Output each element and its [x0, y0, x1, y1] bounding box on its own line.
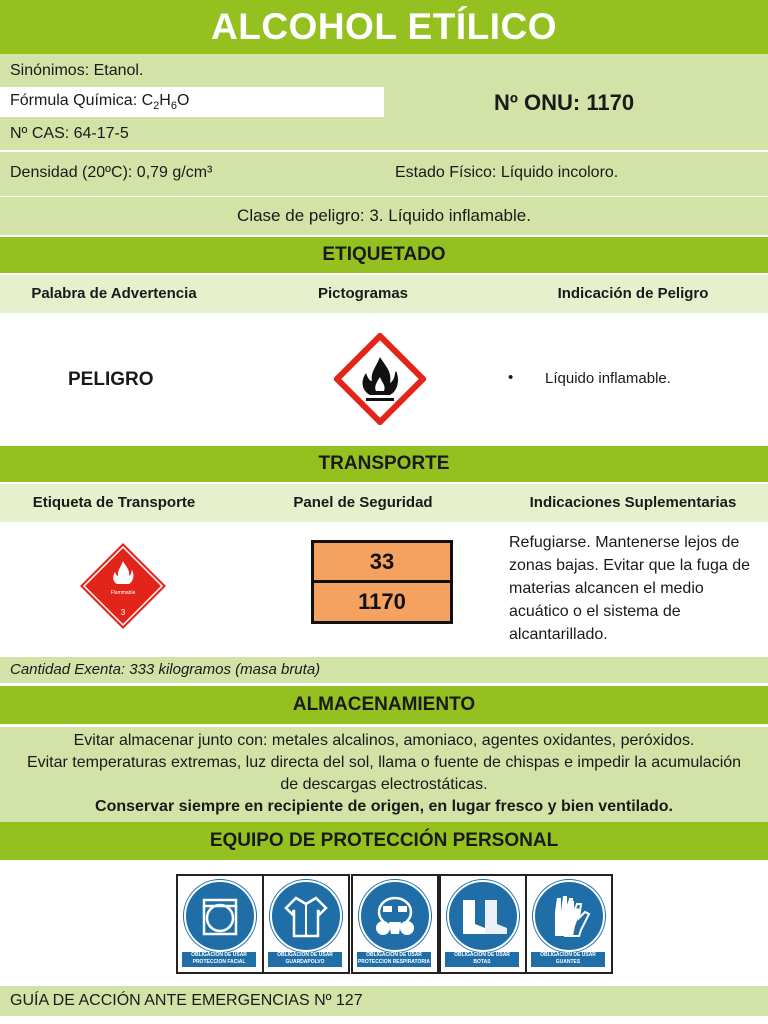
labeling-heading: ETIQUETADO	[0, 237, 768, 273]
ppe-caption	[182, 952, 256, 967]
respirator-icon	[359, 880, 431, 952]
transport-body	[0, 522, 768, 655]
labeling-column-headers	[0, 275, 768, 313]
col-signal-word: Palabra de Advertencia	[31, 285, 197, 302]
ppe-caption-line2: PROTECCION RESPIRATORIA	[357, 959, 431, 965]
ppe-caption	[445, 952, 519, 967]
formula-box	[0, 87, 384, 117]
transport-class-number: 3	[120, 608, 126, 617]
ppe-signs	[0, 860, 768, 975]
col-transport-label: Etiqueta de Transporte	[32, 494, 196, 511]
hazard-class: Clase de peligro: 3. Líquido inflamable.	[0, 197, 768, 235]
formula-subscript-hydrogen: 6	[170, 100, 177, 113]
col-pictograms: Pictogramas	[317, 285, 409, 302]
col-supplementary: Indicaciones Suplementarias	[529, 494, 737, 511]
storage-line-2: Evitar temperaturas extremas, luz directa del sol, llama o fuente de chispas e impedir la acumulación de descargas electrostáticas.	[26, 754, 742, 793]
ppe-caption	[357, 952, 431, 967]
signal-word: PELIGRO	[68, 369, 154, 390]
properties-row	[0, 152, 768, 196]
page-title: ALCOHOL ETÍLICO	[0, 0, 768, 54]
lab-coat-icon	[270, 880, 342, 952]
cas-text: Nº CAS: 64-17-5	[10, 125, 129, 142]
col-safety-panel: Panel de Seguridad	[293, 494, 433, 511]
exempt-quantity-row	[0, 657, 768, 683]
col-hazard-statement: Indicación de Peligro	[557, 285, 709, 302]
storage-heading: ALMACENAMIENTO	[0, 686, 768, 724]
supplementary-indications: Refugiarse. Mantenerse lejos de zonas bajas. Evitar que la fuga de materias alcancen el medio acuático o el sistema de alcantarillado.	[509, 534, 751, 643]
ppe-caption-line1: OBLIGACION DE USAR	[191, 952, 247, 958]
transport-column-headers	[0, 484, 768, 522]
boots-icon	[447, 880, 519, 952]
ppe-caption-line2: GUARDAPOLVO	[285, 959, 325, 965]
ppe-caption-line1: OBLIGACION DE USAR	[540, 952, 596, 958]
ppe-caption-line2: GUANTES	[555, 959, 581, 965]
ppe-caption-line1: OBLIGACION DE USAR	[366, 952, 422, 958]
exempt-quantity: Cantidad Exenta: 333 kilogramos (masa bruta)	[10, 661, 321, 678]
transport-label-text: Flammable	[110, 590, 136, 596]
ppe-boots	[439, 874, 527, 974]
synonyms-text: Sinónimos: Etanol.	[10, 62, 144, 79]
emergency-guide-text: GUÍA DE ACCIÓN ANTE EMERGENCIAS Nº 127	[10, 992, 363, 1009]
formula-hydrogen: H	[159, 92, 171, 109]
ppe-gloves	[525, 874, 613, 974]
ppe-respirator	[351, 874, 439, 974]
ppe-caption-line2: BOTAS	[473, 959, 491, 965]
formula-text	[10, 92, 189, 112]
ppe-caption-line1: OBLIGACION DE USAR	[277, 952, 333, 958]
flame-pictogram-icon	[334, 333, 426, 425]
storage-text	[0, 727, 768, 824]
labeling-body	[0, 315, 768, 445]
identity-section	[0, 54, 768, 150]
formula-subscript-carbon: 2	[153, 100, 160, 113]
transport-heading: TRANSPORTE	[0, 446, 768, 482]
face-shield-icon	[184, 880, 256, 952]
class-3-flammable-liquid-icon	[78, 541, 168, 631]
bullet: •	[508, 369, 514, 386]
ppe-lab-coat	[262, 874, 350, 974]
formula-prefix: Fórmula Química: C	[10, 92, 154, 109]
formula-oxygen: O	[176, 92, 190, 109]
hazard-identification-number: 33	[369, 549, 395, 574]
ppe-heading: EQUIPO DE PROTECCIÓN PERSONAL	[0, 822, 768, 860]
density-text: Densidad (20ºC): 0,79 g/cm³	[10, 164, 213, 181]
storage-line-1: Evitar almacenar junto con: metales alcalinos, amoniaco, agentes oxidantes, peróxidos.	[73, 732, 695, 749]
hazard-statement: Líquido inflamable.	[545, 370, 671, 387]
ppe-caption-line2: PROTECCION FACIAL	[192, 959, 246, 965]
safety-panel	[311, 540, 453, 624]
ppe-face-shield	[176, 874, 264, 974]
ppe-caption	[531, 952, 605, 967]
ppe-caption	[268, 952, 342, 967]
onu-number: Nº ONU: 1170	[494, 90, 635, 115]
emergency-guide-footer	[0, 986, 768, 1016]
un-number: 1170	[358, 589, 406, 614]
storage-line-3: Conservar siempre en recipiente de origen, en lugar fresco y bien ventilado.	[95, 798, 673, 815]
physical-state-text: Estado Físico: Líquido incoloro.	[395, 164, 619, 181]
gloves-icon	[533, 880, 605, 952]
ppe-caption-line1: OBLIGACION DE USAR	[454, 952, 510, 958]
